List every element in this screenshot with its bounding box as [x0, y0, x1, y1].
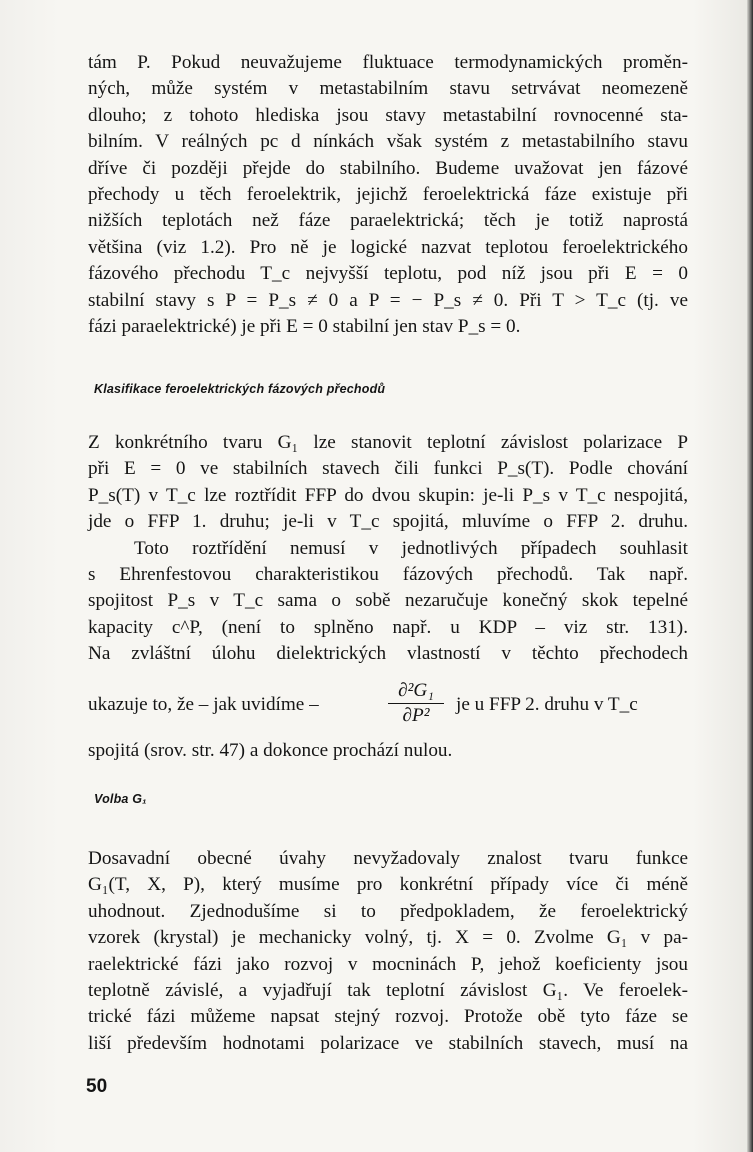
text-line: liší především hodnotami polarizace ve stabilních stavech, musí na	[88, 1032, 688, 1054]
text-line: Na zvláštní úlohu dielektrických vlastností v těchto přechodech	[88, 643, 688, 665]
text-line: fázového přechodu T_c nejvyšší teplotu, pod níž jsou při E = 0	[88, 263, 688, 285]
section-heading: Volba G₁	[94, 792, 147, 806]
text-line: teplotně závislé, a vyjadřují tak teplotní závislost G₁. Ve feroelek-	[88, 980, 688, 1002]
text-line: Z konkrétního tvaru G₁ lze stanovit teplotní závislost polarizace P	[88, 432, 688, 453]
formula-text-before: ukazuje to, že – jak uvidíme –	[88, 694, 319, 715]
section-heading: Klasifikace feroelektrických fázových přechodů	[94, 382, 386, 396]
text-line: P_s(T) v T_c lze roztřídit FFP do dvou skupin: je-li P_s v T_c nespojitá,	[88, 484, 688, 506]
text-line: dříve či později přejde do stabilního. Budeme uvažovat jen fázové	[88, 157, 688, 179]
page-number: 50	[86, 1076, 108, 1097]
text-line: fázi paraelektrické) je při E = 0 stabilní jen stav P_s = 0.	[88, 316, 521, 338]
text-line: ných, může systém v metastabilním stavu setrvávat neomezeně	[88, 78, 688, 100]
text-line: raelektrické fázi jako rozvoj v mocninách P, jehož koeficienty jsou	[88, 953, 688, 975]
text-line: vzorek (krystal) je mechanicky volný, tj. X = 0. Zvolme G₁ v pa-	[88, 927, 688, 949]
text-line: bilním. V reálných pc d nínkách však systém z metastabilního stavu	[88, 131, 688, 153]
fraction-denominator: ∂P²	[402, 705, 430, 726]
text-line: Dosavadní obecné úvahy nevyžadovaly znalost tvaru funkce	[88, 848, 688, 869]
paragraph-classification-end	[88, 738, 688, 764]
text-line: uhodnout. Zjednodušíme si to předpokladem, že feroelektrický	[88, 900, 688, 922]
text-line: jde o FFP 1. druhu; je-li v T_c spojitá, mluvíme o FFP 2. druhu.	[88, 511, 688, 533]
text-line: při E = 0 ve stabilních stavech čili funkci P_s(T). Podle chování	[88, 458, 688, 480]
formula-text-after: je u FFP 2. druhu v T_c	[456, 694, 638, 715]
text-line: s Ehrenfestovou charakteristikou fázových přechodů. Tak např.	[88, 564, 688, 586]
paragraph-classification	[88, 430, 688, 668]
text-line: přechody u těch feroelektrik, jejichž feroelektrická fáze existuje při	[88, 184, 688, 206]
paragraph-choice	[88, 846, 688, 1057]
text-line: dlouho; z tohoto hlediska jsou stavy metastabilní rovnocenné sta-	[88, 104, 688, 126]
text-line: nižších teplotách než fáze paraelektrická; těch je totiž naprostá	[88, 210, 688, 232]
fraction-bar	[388, 703, 444, 704]
text-line: G₁(T, X, P), který musíme pro konkrétní případy více či méně	[88, 874, 688, 896]
page-edge-shadow	[747, 0, 753, 1152]
text-line: Toto roztřídění nemusí v jednotlivých případech souhlasit	[134, 537, 688, 559]
text-line: spojitost P_s v T_c sama o sobě nezaručuje konečný skok tepelné	[88, 590, 688, 612]
fraction	[388, 680, 444, 727]
text-line: tám P. Pokud neuvažujeme fluktuace termodynamických proměn-	[88, 52, 688, 73]
text-line: kapacity c^P, (není to splněno např. u KDP – viz str. 131).	[88, 616, 688, 638]
fraction-numerator: ∂²G₁	[398, 680, 434, 701]
text-line: trické fázi můžeme napsat stejný rozvoj. Protože obě tyto fáze se	[88, 1006, 688, 1028]
text-line: stabilní stavy s P = P_s ≠ 0 a P = − P_s ≠ 0. Při T > T_c (tj. ve	[88, 289, 688, 311]
paragraph-continuation	[88, 50, 688, 340]
formula-line	[88, 680, 688, 732]
text-line: spojitá (srov. str. 47) a dokonce prochází nulou.	[88, 740, 453, 761]
text-line: většina (viz 1.2). Pro ně je logické nazvat teplotou feroelektrického	[88, 236, 688, 258]
